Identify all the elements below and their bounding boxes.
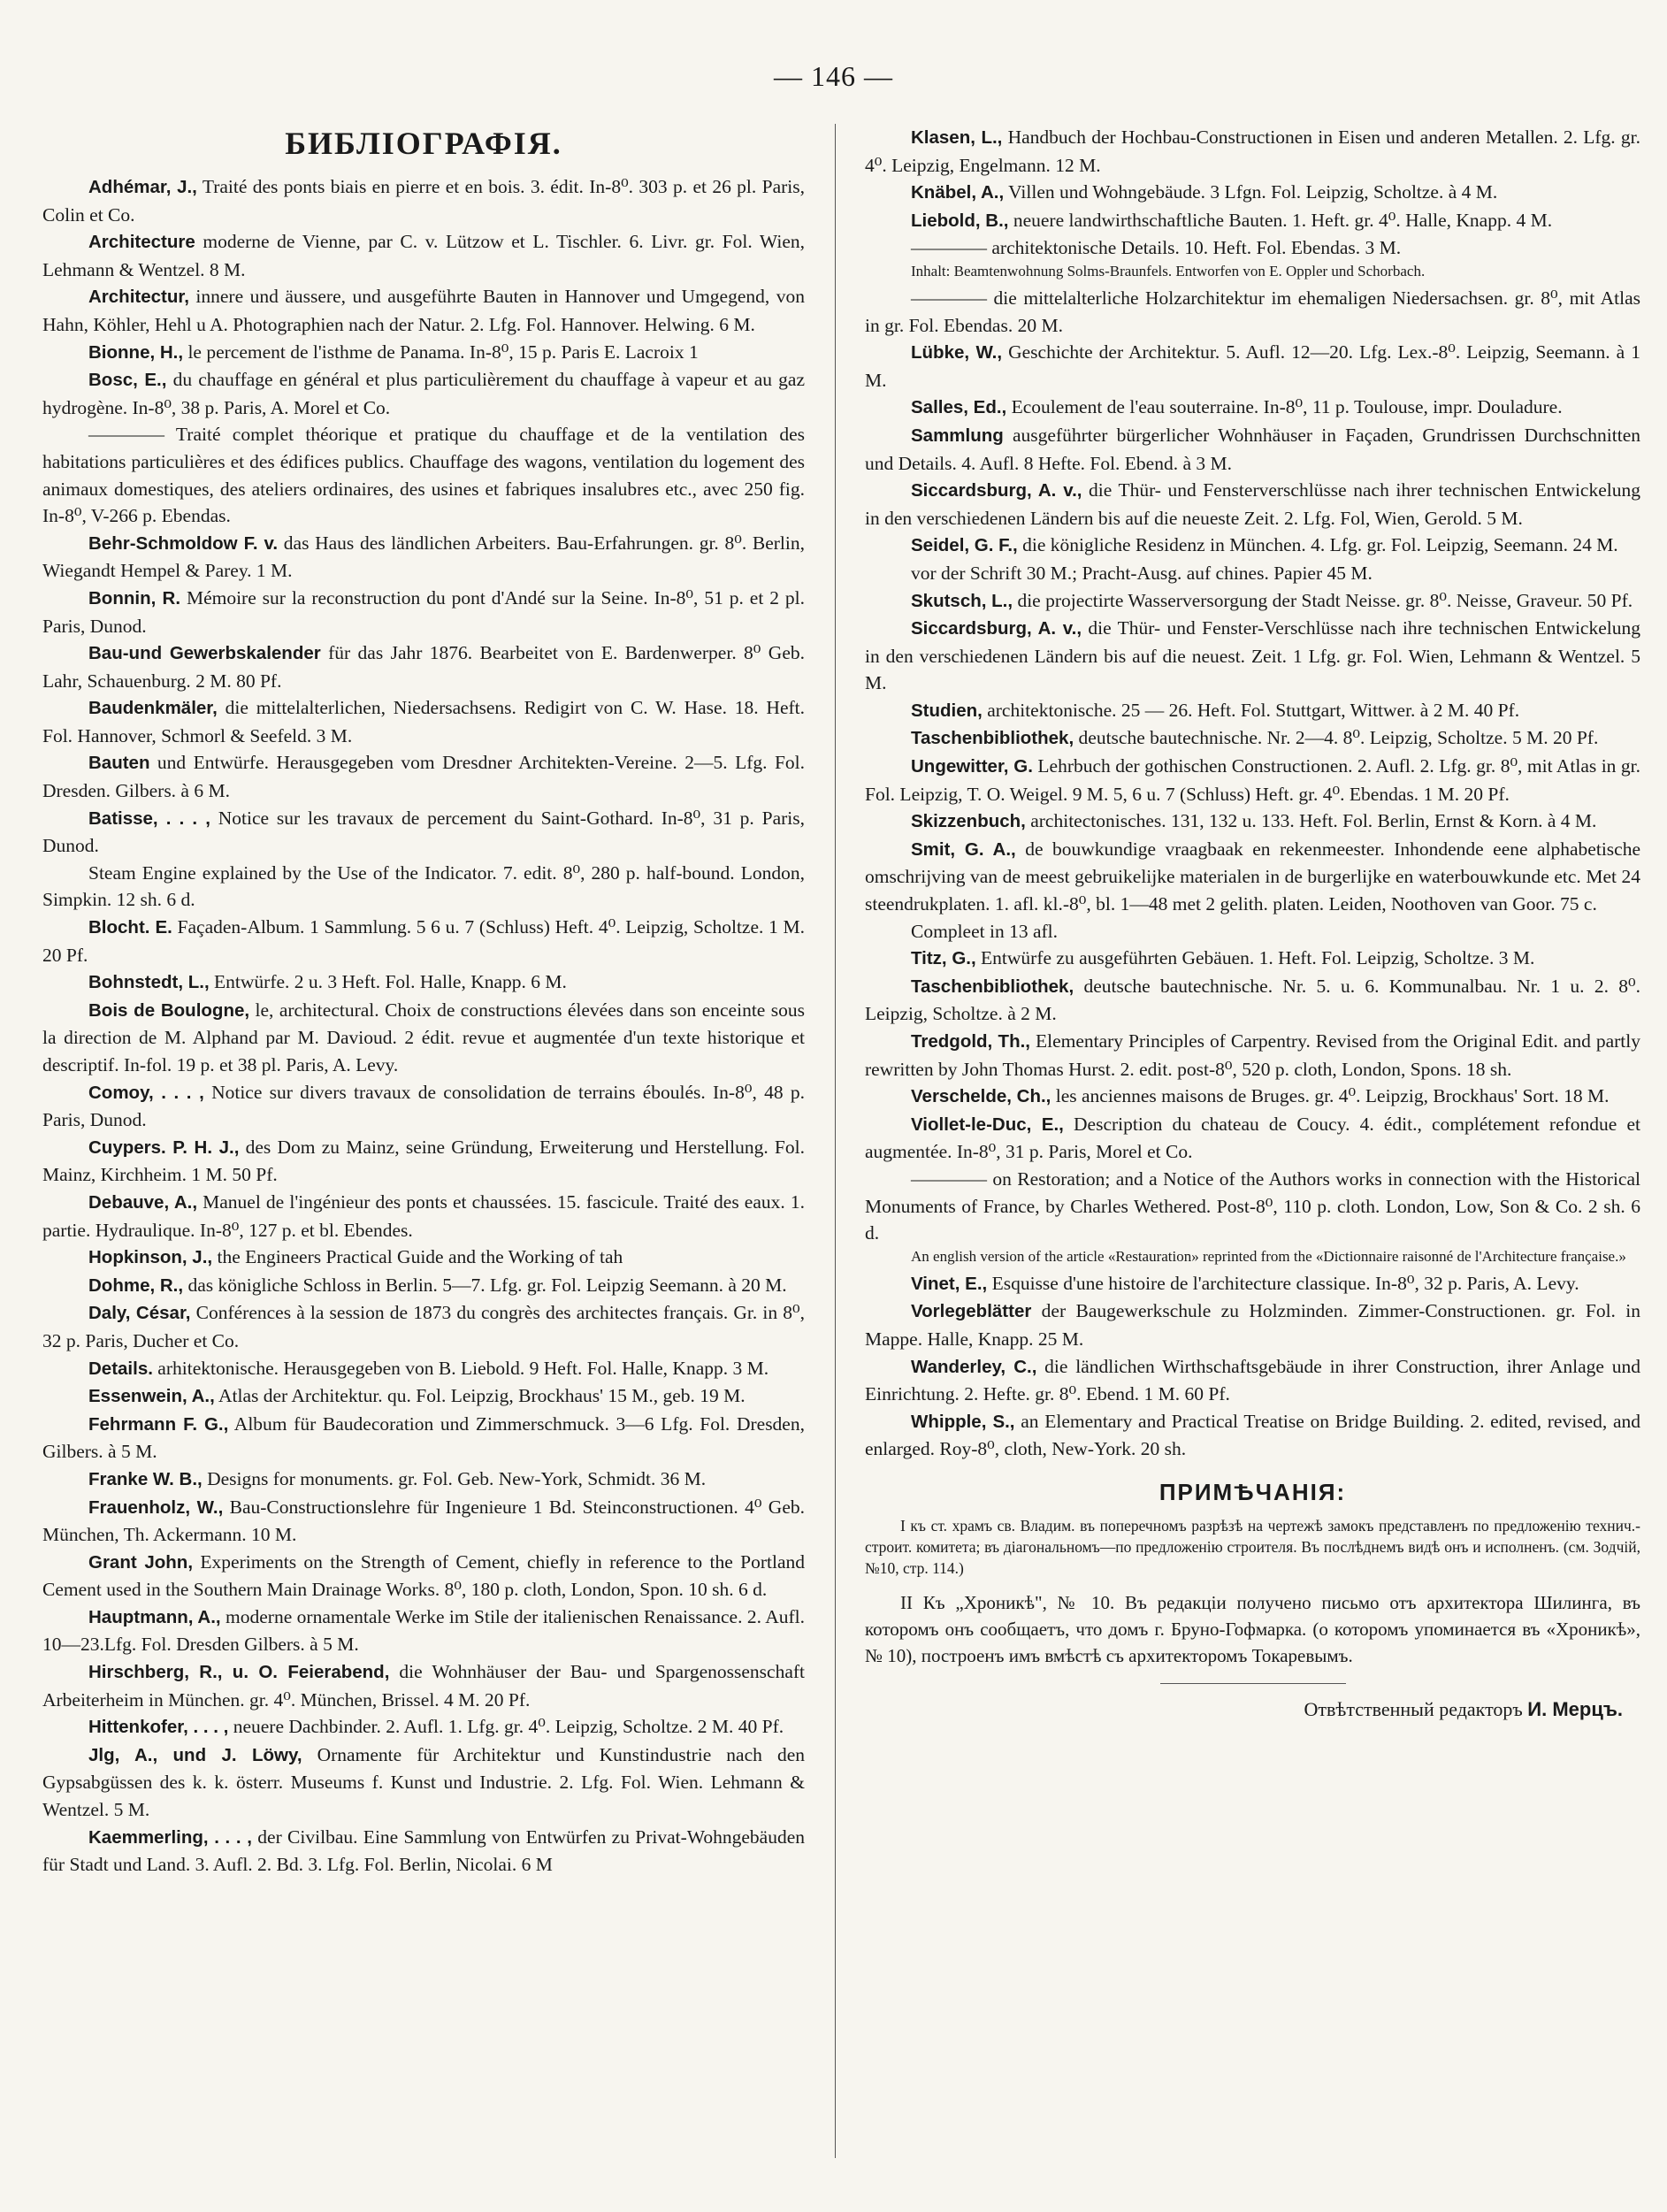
entry-author: Details. xyxy=(88,1358,153,1379)
entry-text: ———— on Restoration; and a Notice of the Authors works in connection with the Historical Monuments of France, by Charles Wethered. Post-8⁰, 110 p. cloth. London, Low, Son & Co. 2 sh. 6 d. xyxy=(865,1167,1640,1244)
entry-author: Bau-und Gewerbskalender xyxy=(88,643,321,664)
entry-text: Lehrbuch der gothischen Constructionen. 2. Aufl. 2. Lfg. gr. 8⁰, mit Atlas in gr. Fol. Leipzig, T. O. Weigel. 9 M. 5, 6 u. 7 (Schluss) Heft. gr. 4⁰. Ebendas. 1 M. 20 Pf. xyxy=(865,755,1640,805)
entry-text: Geschichte der Architektur. 5. Aufl. 12—20. Lfg. Lex.-8⁰. Leipzig, Seemann. à 1 M. xyxy=(865,341,1640,391)
entry-text: die ländlichen Wirthschaftsgebäude in ihrer Construction, ihrer Anlage und Einrichtung. 2. Hefte. gr. 8⁰. Ebend. 1 M. 60 Pf. xyxy=(865,1355,1640,1405)
entry-author: Behr-Schmoldow F. v. xyxy=(88,532,279,554)
entry-author: Hopkinson, J., xyxy=(88,1247,213,1268)
entry-text: Compleet in 13 afl. xyxy=(911,920,1058,942)
bibliography-entry xyxy=(42,421,805,529)
bibliography-entry xyxy=(42,1494,805,1549)
bibliography-entry xyxy=(865,339,1640,394)
entry-author: Bionne, H., xyxy=(88,341,184,363)
entry-text: Entwürfe. 2 u. 3 Heft. Fol. Halle, Knapp. 6 M. xyxy=(209,971,567,993)
entry-author: Sammlung xyxy=(911,425,1004,446)
bibliography-entry xyxy=(865,1028,1640,1083)
bibliography-entry xyxy=(865,1166,1640,1247)
entry-text: moderne de Vienne, par C. v. Lützow et L. Tischler. 6. Livr. gr. Fol. Wien, Lehmann & Wentzel. 8 M. xyxy=(42,231,805,280)
entry-author: Titz, G., xyxy=(911,948,976,969)
entry-author: Bauten xyxy=(88,753,150,774)
entry-author: Bohnstedt, L., xyxy=(88,972,210,993)
entry-author: Jlg, A., und J. Löwy, xyxy=(88,1744,302,1765)
bibliography-entry xyxy=(42,1079,805,1134)
bibliography-list-left xyxy=(42,173,805,1879)
bibliography-entry xyxy=(865,918,1640,945)
bibliography-entry xyxy=(42,228,805,283)
bibliography-entry xyxy=(865,615,1640,697)
bibliography-entry xyxy=(42,1824,805,1879)
bibliography-entry xyxy=(42,1299,805,1354)
bibliography-entry xyxy=(42,283,805,338)
entry-author: Verschelde, Ch., xyxy=(911,1086,1051,1107)
bibliography-entry xyxy=(42,530,805,585)
entry-author: Hittenkofer, . . . , xyxy=(88,1717,229,1738)
entry-author: Debauve, A., xyxy=(88,1191,198,1213)
entry-text: Ornamente für Architektur und Kunstindustrie nach den Gypsabgüssen des k. k. österr. Museums f. Kunst und Industrie. 2. Lfg. Fol. Wien. Lehmann & Wentzel. 5 M. xyxy=(42,1743,806,1821)
entry-author: Bonnin, R. xyxy=(88,587,181,608)
entry-text: ———— die mittelalterliche Holzarchitektur im ehemaligen Niedersachsen. gr. 8⁰, mit Atlas in gr. Fol. Ebendas. 20 M. xyxy=(865,287,1640,336)
bibliography-entry xyxy=(865,207,1640,235)
entry-text: Description du chateau de Coucy. 4. édit., complétement refondue et augmentée. In-8⁰, 31 p. Paris, Morel et Co. xyxy=(865,1113,1641,1163)
bibliography-entry xyxy=(865,1247,1640,1267)
entry-author: Dohme, R., xyxy=(88,1274,184,1296)
entry-text: du chauffage en général et plus particulièrement du chauffage à vapeur et au gaz hydrogène. In-8⁰, 38 p. Paris, A. Morel et Co. xyxy=(42,369,805,418)
entry-text: Bau-Constructionslehre für Ingenieure 1 Bd. Steinconstructionen. 4⁰ Geb. München, Th. Ackermann. 10 M. xyxy=(42,1496,806,1546)
note-1: I къ ст. храмъ св. Владим. въ поперечномъ разрѣзѣ на чертежѣ замокъ представленъ по предложенію технич.-строит. комитета; въ діагональномъ—по предложенію строителя. Въ послѣднемъ видѣ онъ и исполненъ. (см. Зодчій, №10, стр. 114.) xyxy=(865,1516,1640,1577)
entry-text: architectonisches. 131, 132 u. 133. Heft. Fol. Berlin, Ernst & Korn. à 4 M. xyxy=(1025,810,1597,832)
entry-author: Comoy, . . . , xyxy=(88,1082,204,1103)
entry-text: ———— architektonische Details. 10. Heft. Fol. Ebendas. 3 M. xyxy=(911,237,1402,259)
entry-author: Ungewitter, G. xyxy=(911,756,1033,777)
entry-author: Siccardsburg, A. v., xyxy=(911,618,1082,639)
left-column xyxy=(42,124,805,1879)
entry-text: die königliche Residenz in München. 4. Lfg. gr. Fol. Leipzig, Seemann. 24 M. xyxy=(1017,534,1618,556)
entry-text: ausgeführter bürgerlicher Wohnhäuser in Façaden, Grundrissen Durchschnitten und Details. 4. Aufl. 8 Hefte. Fol. Ebend. à 3 M. xyxy=(865,424,1640,474)
entry-author: Salles, Ed., xyxy=(911,397,1007,418)
bibliography-entry xyxy=(42,1355,805,1383)
entry-author: Daly, César, xyxy=(88,1303,191,1324)
entry-author: Taschenbibliothek, xyxy=(911,728,1074,749)
entry-text: Designs for monuments. gr. Fol. Geb. New-York, Schmidt. 36 M. xyxy=(202,1467,707,1489)
bibliography-entry xyxy=(42,1382,805,1411)
bibliography-entry xyxy=(42,1466,805,1494)
entry-author: Klasen, L., xyxy=(911,127,1003,148)
notes-title: ПРИМѢЧАНІЯ: xyxy=(1158,1478,1347,1505)
entry-author: Viollet-le-Duc, E., xyxy=(911,1114,1064,1135)
bibliography-entry xyxy=(865,394,1640,422)
bibliography-list-right xyxy=(865,124,1640,1463)
entry-text: Entwürfe zu ausgeführten Gebäuen. 1. Heft. Fol. Leipzig, Scholtze. 3 M. xyxy=(975,947,1535,969)
entry-text: die projectirte Wasserversorgung der Stadt Neisse. gr. 8⁰. Neisse, Graveur. 50 Pf. xyxy=(1013,589,1633,611)
entry-text: le percement de l'isthme de Panama. In-8⁰, 15 p. Paris E. Lacroix 1 xyxy=(183,341,699,363)
entry-text: die mittelalterlichen, Niedersachsens. Redigirt von C. W. Hase. 18. Heft. Fol. Hannover, Schmorl & Seefeld. 3 M. xyxy=(42,697,805,746)
entry-text: Album für Baudecoration und Zimmerschmuck. 3—6 Lfg. Fol. Dresden, Gilbers. à 5 M. xyxy=(42,1412,805,1463)
entry-author: Adhémar, J., xyxy=(88,177,197,197)
entry-text: the Engineers Practical Guide and the Working of tah xyxy=(212,1246,623,1268)
entry-text: Villen und Wohngebäude. 3 Lfgn. Fol. Leipzig, Scholtze. à 4 M. xyxy=(1004,181,1498,203)
entry-text: An english version of the article «Restauration» reprinted from the «Dictionnaire raisonné de l'Architecture française.» xyxy=(911,1247,1626,1265)
entry-text: Mémoire sur la reconstruction du pont d'Andé sur la Seine. In-8⁰, 51 p. et 2 pl. Paris, Dunod. xyxy=(42,586,805,637)
editor-label: Отвѣтственный редакторъ xyxy=(1304,1697,1523,1720)
entry-author: Baudenkmäler, xyxy=(88,698,218,719)
entry-text: Manuel de l'ingénieur des ponts et chaussées. 15. fascicule. Traité des eaux. 1. partie. Hydraulique. In-8⁰, 127 p. et bl. Ebendes. xyxy=(42,1190,806,1241)
bibliography-entry xyxy=(42,639,805,694)
entry-text: der Baugewerkschule zu Holzminden. Zimmer-Constructionen. gr. Fol. in Mappe. Halle, Knapp. 25 M. xyxy=(865,1300,1640,1350)
editor-name: И. Мерцъ. xyxy=(1527,1697,1623,1720)
bibliography-entry xyxy=(865,1111,1640,1166)
bibliography-entry xyxy=(865,560,1640,587)
bibliography-entry xyxy=(42,1549,805,1604)
entry-text: das königliche Schloss in Berlin. 5—7. Lfg. gr. Fol. Leipzig Seemann. à 20 M. xyxy=(183,1274,787,1296)
entry-author: Wanderley, C., xyxy=(911,1356,1037,1377)
entry-text: le, architectural. Choix de constructions élevées dans son enceinte sous la direction de M. Alphand par M. Davioud. 2 édit. revue et augmentée d'un texte historique et descriptif. In-fol. 19 p. et 38 pl. Paris, A. Levy. xyxy=(42,999,806,1075)
entry-author: Franke W. B., xyxy=(88,1468,203,1489)
entry-text: de bouwkundige vraagbaak en rekenmeester. Inhondende eene alphabetische omschrijving van de meest gebruikelijke materialen in de burgerlijke en waterbouwkunde etc. Met 24 steendrukplaten. 1. afl. kl.-8⁰, bl. 1—48 met 2 gelith. platen. Leiden, Noothoven van Goor. 75 c. xyxy=(865,838,1640,915)
entry-author: Knäbel, A., xyxy=(911,182,1005,203)
entry-text: neuere Dachbinder. 2. Aufl. 1. Lfg. gr. 4⁰. Leipzig, Scholtze. 2 M. 40 Pf. xyxy=(228,1716,784,1738)
entry-text: an Elementary and Practical Treatise on Bridge Building. 2. edited, revised, and enlarged. Roy-8⁰, cloth, New-York. 20 sh. xyxy=(865,1410,1640,1460)
entry-text: deutsche bautechnische. Nr. 2—4. 8⁰. Leipzig, Scholtze. 5 M. 20 Pf. xyxy=(1074,727,1599,749)
entry-text: les anciennes maisons de Bruges. gr. 4⁰. Leipzig, Brockhaus' Sort. 18 M. xyxy=(1051,1085,1610,1107)
entry-text: Steam Engine explained by the Use of the Indicator. 7. edit. 8⁰, 280 p. half-bound. London, Simpkin. 12 sh. 6 d. xyxy=(42,861,805,911)
entry-text: für das Jahr 1876. Bearbeitet von E. Bardenwerper. 8⁰ Geb. Lahr, Schauenburg. 2 M. 80 Pf. xyxy=(42,642,805,692)
entry-text: die Thür- und Fenster-Verschlüsse nach ihre technischen Entwickelung in den verschiedenen Ländern bis auf die neuest. Zeit. 1 Lfg. gr. Fol. Wien, Lehmann & Wentzel. 5 M. xyxy=(865,617,1640,694)
bibliography-entry xyxy=(865,724,1640,753)
entry-text: deutsche bautechnische. Nr. 5. u. 6. Kommunalbau. Nr. 1 u. 2. 8⁰. Leipzig, Scholtze. à 2 M. xyxy=(865,975,1640,1025)
bibliography-entry xyxy=(865,1297,1640,1352)
entry-text: die Thür- und Fensterverschlüsse nach ihrer technischen Entwickelung in den verschiedenen Ländern bis auf die neueste Zeit. 2. Lfg. Fol, Wien, Gerold. 5 M. xyxy=(865,479,1640,529)
entry-text: architektonische. 25 — 26. Heft. Fol. Stuttgart, Wittwer. à 2 M. 40 Pf. xyxy=(982,699,1520,721)
entry-author: Tredgold, Th., xyxy=(911,1031,1030,1052)
entry-text: das Haus des ländlichen Arbeiters. Bau-Erfahrungen. gr. 8⁰. Berlin, Wiegandt Hempel & Parey. 1 M. xyxy=(42,532,806,582)
entry-author: Bosc, E., xyxy=(88,370,167,391)
entry-author: Skizzenbuch, xyxy=(911,811,1026,832)
entry-author: Kaemmerling, . . . , xyxy=(88,1826,252,1848)
separator-rule xyxy=(1160,1683,1346,1684)
bibliography-entry xyxy=(865,1353,1640,1408)
bibliography-entry xyxy=(865,422,1640,477)
entry-text: Traité des ponts biais en pierre et en bois. 3. édit. In-8⁰. 303 p. et 26 pl. Paris, Colin et Co. xyxy=(42,176,805,226)
entry-author: Frauenholz, W., xyxy=(88,1496,224,1518)
bibliography-entry xyxy=(42,1272,805,1300)
bibliography-entry xyxy=(865,1083,1640,1111)
bibliography-entry xyxy=(42,366,805,421)
entry-author: Seidel, G. F., xyxy=(911,535,1018,556)
entry-author: Blocht. E. xyxy=(88,917,172,938)
bibliography-entry xyxy=(865,697,1640,725)
bibliography-entry xyxy=(865,587,1640,616)
entry-author: Architectur, xyxy=(88,287,189,308)
bibliography-entry xyxy=(42,1713,805,1741)
bibliography-entry xyxy=(865,1270,1640,1298)
bibliography-entry xyxy=(865,753,1640,807)
entry-author: Liebold, B., xyxy=(911,210,1009,231)
entry-text: Elementary Principles of Carpentry. Revised from the Original Edit. and partly rewritten by John Thomas Hurst. 2. edit. post-8⁰, 520 p. cloth, London, Spons. 18 sh. xyxy=(865,1030,1640,1080)
entry-author: Whipple, S., xyxy=(911,1411,1015,1432)
bibliography-entry xyxy=(42,1189,805,1244)
entry-author: Grant John, xyxy=(88,1551,194,1573)
bibliography-entry xyxy=(42,1244,805,1272)
bibliography-entry xyxy=(865,179,1640,207)
entry-text: Notice sur divers travaux de consolidation de terrains éboulés. In-8⁰, 48 p. Paris, Dunod. xyxy=(42,1081,805,1131)
bibliography-entry xyxy=(42,914,805,968)
entry-text: des Dom zu Mainz, seine Gründung, Erweiterung und Herstellung. Fol. Mainz, Kirchheim. 1 M. 50 Pf. xyxy=(42,1136,805,1186)
entry-author: Cuypers. P. H. J., xyxy=(88,1137,240,1158)
bibliography-entry xyxy=(865,477,1640,532)
entry-author: Vorlegeblätter xyxy=(911,1301,1032,1322)
entry-text: Handbuch der Hochbau-Constructionen in Eisen und anderen Metallen. 2. Lfg. gr. 4⁰. Leipzig, Engelmann. 12 M. xyxy=(865,126,1641,176)
bibliography-entry xyxy=(42,1741,805,1824)
bibliography-entry xyxy=(42,805,805,860)
entry-author: Siccardsburg, A. v., xyxy=(911,480,1082,501)
bibliography-entry xyxy=(42,339,805,367)
entry-author: Architecture xyxy=(88,232,195,253)
bibliography-entry xyxy=(865,836,1640,918)
bibliography-entry xyxy=(865,262,1640,281)
bibliography-entry xyxy=(865,945,1640,973)
entry-author: Vinet, E., xyxy=(911,1273,988,1294)
bibliography-entry xyxy=(42,1658,805,1713)
bibliography-entry xyxy=(42,749,805,804)
editor-line xyxy=(865,1696,1640,1724)
bibliography-entry xyxy=(865,973,1640,1028)
entry-text: Ecoulement de l'eau souterraine. In-8⁰, 11 p. Toulouse, impr. Douladure. xyxy=(1006,396,1563,418)
section-title: БИБЛІОГРАФІЯ. xyxy=(285,126,562,161)
right-column xyxy=(865,124,1640,1723)
entry-author: Essenwein, A., xyxy=(88,1386,215,1407)
bibliography-entry xyxy=(42,1411,805,1466)
bibliography-entry xyxy=(865,124,1640,179)
entry-text: moderne ornamentale Werke im Stile der italienischen Renaissance. 2. Aufl. 10—23.Lfg. Fol. Dresden Gilbers. à 5 M. xyxy=(42,1605,806,1656)
bibliography-entry xyxy=(865,1408,1640,1463)
bibliography-entry xyxy=(865,807,1640,836)
entry-text: Atlas der Architektur. qu. Fol. Leipzig, Brockhaus' 15 M., geb. 19 M. xyxy=(214,1385,746,1407)
entry-author: Taschenbibliothek, xyxy=(911,976,1074,997)
entry-text: Notice sur les travaux de percement du Saint-Gothard. In-8⁰, 31 p. Paris, Dunod. xyxy=(42,807,805,857)
entry-text: vor der Schrift 30 M.; Pracht-Ausg. auf chines. Papier 45 M. xyxy=(911,562,1373,584)
entry-text: die Wohnhäuser der Bau- und Spargenossenschaft Arbeiterheim in München. gr. 4⁰. München, Brissel. 4 M. 20 Pf. xyxy=(42,1661,806,1711)
bibliography-entry xyxy=(42,694,805,749)
entry-author: Hauptmann, A., xyxy=(88,1606,221,1627)
entry-author: Bois de Boulogne, xyxy=(88,999,250,1021)
entry-text: der Civilbau. Eine Sammlung von Entwürfen zu Privat-Wohngebäuden für Stadt und Land. 3. Aufl. 2. Bd. 3. Lfg. Fol. Berlin, Nicolai. 6 M xyxy=(42,1825,806,1876)
bibliography-entry xyxy=(865,532,1640,560)
entry-text: Esquisse d'une histoire de l'architecture classique. In-8⁰, 32 p. Paris, A. Levy. xyxy=(987,1272,1579,1294)
entry-author: Skutsch, L., xyxy=(911,590,1013,611)
page-number: — 146 — xyxy=(774,60,893,92)
entry-text: und Entwürfe. Herausgegeben vom Dresdner Architekten-Vereine. 2—5. Lfg. Fol. Dresden. Gilbers. à 6 M. xyxy=(42,752,805,802)
bibliography-entry xyxy=(42,173,805,228)
entry-text: arhitektonische. Herausgegeben von B. Liebold. 9 Heft. Fol. Halle, Knapp. 3 M. xyxy=(152,1357,769,1379)
bibliography-entry xyxy=(42,1134,805,1189)
entry-text: neuere landwirthschaftliche Bauten. 1. Heft. gr. 4⁰. Halle, Knapp. 4 M. xyxy=(1008,209,1553,231)
bibliography-entry xyxy=(42,585,805,639)
entry-text: Façaden-Album. 1 Sammlung. 5 6 u. 7 (Schluss) Heft. 4⁰. Leipzig, Scholtze. 1 M. 20 Pf. xyxy=(42,916,805,966)
bibliography-entry xyxy=(42,968,805,997)
entry-text: Inhalt: Beamtenwohnung Solms-Braunfels. Entworfen von E. Oppler und Schorbach. xyxy=(911,262,1426,279)
column-divider xyxy=(835,124,836,2158)
note-2: II Къ „Хроникѣ", № 10. Въ редакціи получено письмо отъ архитектора Шилинга, въ которомъ онъ сообщаетъ, что домъ г. Бруно-Гофмарка. (о которомъ упоминается въ «Хроникѣ», № 10), построенъ имъ вмѣстѣ съ архитекторомъ Токаревымъ. xyxy=(865,1591,1640,1666)
entry-text: innere und äussere, und ausgeführte Bauten in Hannover und Umgegend, von Hahn, Köhler, Hehl u A. Photographien nach der Natur. 2. Lfg. Fol. Hannover. Helwing. 6 M. xyxy=(42,286,805,335)
bibliography-entry xyxy=(865,285,1640,339)
entry-author: Fehrmann F. G., xyxy=(88,1413,229,1435)
entry-author: Smit, G. A., xyxy=(911,838,1016,860)
entry-text: ———— Traité complet théorique et pratique du chauffage et de la ventilation des habitations particulières et des édifices publics. Chauffage des wagons, ventilation du logement des animaux domestiques, des ateliers ordinaires, des usines et fabriques insalubres etc., avec 250 fig. In-8⁰, V-266 p. Ebendas. xyxy=(42,424,805,527)
entry-author: Hirschberg, R., u. O. Feierabend, xyxy=(88,1662,390,1683)
bibliography-entry xyxy=(42,997,805,1079)
entry-text: Experiments on the Strength of Cement, chiefly in reference to the Portland Cement used in the Southern Main Drainage Works. 8⁰, 180 p. cloth, London, Spon. 10 sh. 6 d. xyxy=(42,1550,805,1601)
bibliography-entry xyxy=(42,860,805,914)
bibliography-entry xyxy=(42,1604,805,1658)
entry-author: Batisse, . . . , xyxy=(88,807,210,829)
entry-author: Studien, xyxy=(911,700,983,721)
entry-author: Lübke, W., xyxy=(911,342,1003,364)
entry-text: Conférences à la session de 1873 du congrès des architectes français. Gr. in 8⁰, 32 p. Paris, Ducher et Co. xyxy=(42,1302,805,1351)
bibliography-entry xyxy=(865,234,1640,262)
